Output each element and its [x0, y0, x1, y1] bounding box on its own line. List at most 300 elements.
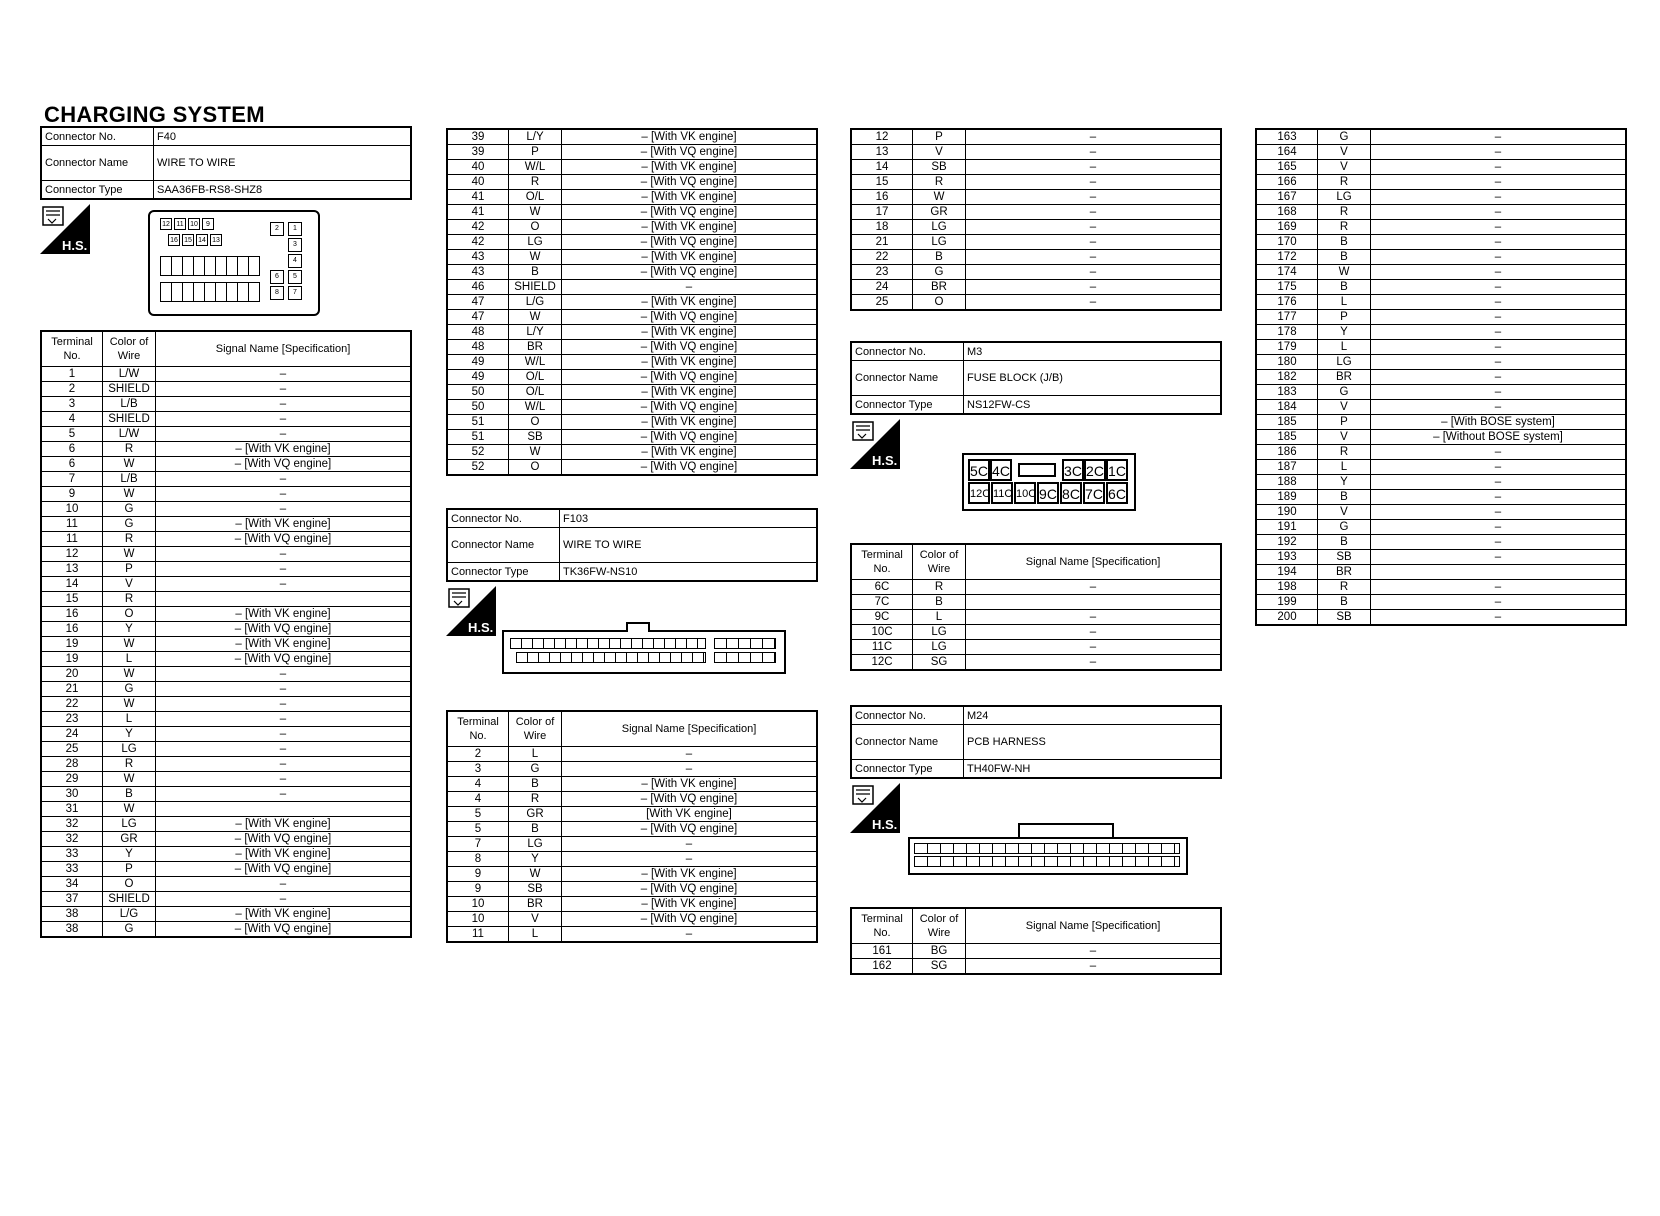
- wire-color-cell: R: [1318, 445, 1371, 460]
- signal-name-cell: –: [1371, 220, 1627, 235]
- table-row: [447, 295, 817, 310]
- signal-name-cell: – [With VQ engine]: [562, 265, 818, 280]
- table-row: [447, 867, 817, 882]
- wire-color-cell: O: [103, 877, 156, 892]
- signal-name-cell: –: [1371, 310, 1627, 325]
- terminal-no-cell: 11: [41, 532, 103, 547]
- terminal-no-cell: 25: [851, 295, 913, 311]
- signal-name-cell: – [With VK engine]: [156, 817, 412, 832]
- terminal-no-cell: 52: [447, 445, 509, 460]
- table-row: [1256, 595, 1626, 610]
- terminal-no-cell: 39: [447, 145, 509, 160]
- table-row: [447, 145, 817, 160]
- signal-name-cell: –: [156, 727, 412, 742]
- wire-color-cell: W: [509, 205, 562, 220]
- table-row: [41, 367, 411, 382]
- wire-color-cell: Y: [103, 727, 156, 742]
- wire-color-cell: LG: [913, 235, 966, 250]
- signal-name-cell: –: [1371, 265, 1627, 280]
- signal-name-cell: – [With VQ engine]: [562, 370, 818, 385]
- signal-name-cell: –: [1371, 190, 1627, 205]
- terminal-no-cell: 31: [41, 802, 103, 817]
- table-row: [447, 220, 817, 235]
- table-row: [41, 742, 411, 757]
- terminal-no-cell: 37: [41, 892, 103, 907]
- terminal-no-cell: 47: [447, 295, 509, 310]
- signal-name-cell: –: [1371, 505, 1627, 520]
- wire-color-cell: R: [103, 442, 156, 457]
- table-row: [447, 762, 817, 777]
- table-row: [41, 757, 411, 772]
- table-row: [41, 442, 411, 457]
- terminal-table-f103: [446, 710, 818, 943]
- table-row: [41, 547, 411, 562]
- table-row: [447, 205, 817, 220]
- column-4: [1255, 128, 1627, 626]
- terminal-no-cell: 29: [41, 772, 103, 787]
- header-terminal: Terminal No.: [41, 331, 103, 367]
- terminal-no-cell: 50: [447, 400, 509, 415]
- wire-color-cell: LG: [1318, 355, 1371, 370]
- harness-side-icon: [850, 783, 900, 833]
- signal-name-cell: – [With VQ engine]: [156, 652, 412, 667]
- terminal-no-cell: 50: [447, 385, 509, 400]
- wire-color-cell: LG: [509, 235, 562, 250]
- signal-name-cell: –: [966, 235, 1222, 250]
- table-row: [851, 145, 1221, 160]
- table-row: [447, 310, 817, 325]
- table-row: [447, 280, 817, 295]
- table-row: [851, 235, 1221, 250]
- table-row: [41, 562, 411, 577]
- table-row: [851, 655, 1221, 671]
- table-row: [1256, 400, 1626, 415]
- table-row: [447, 807, 817, 822]
- signal-name-cell: – [With VK engine]: [562, 445, 818, 460]
- table-row: [1256, 325, 1626, 340]
- connector-type-label: Connector Type: [851, 760, 964, 779]
- table-row: [447, 325, 817, 340]
- wire-color-cell: BR: [1318, 370, 1371, 385]
- svg-text:H.S.: H.S.: [872, 817, 898, 832]
- connector-type-label: Connector Type: [447, 563, 560, 582]
- terminal-no-cell: 10: [41, 502, 103, 517]
- wire-color-cell: W: [103, 547, 156, 562]
- header-signal: Signal Name [Specification]: [966, 908, 1222, 944]
- wire-color-cell: Y: [103, 622, 156, 637]
- wire-color-cell: LG: [103, 817, 156, 832]
- table-row: [447, 822, 817, 837]
- terminal-no-cell: 49: [447, 355, 509, 370]
- wire-color-cell: G: [1318, 520, 1371, 535]
- signal-name-cell: – [With VQ engine]: [562, 912, 818, 927]
- connector-name-label: Connector Name: [447, 528, 560, 563]
- terminal-no-cell: 24: [41, 727, 103, 742]
- table-row: [851, 595, 1221, 610]
- table-row: [41, 832, 411, 847]
- column-2: [446, 128, 818, 943]
- terminal-no-cell: 39: [447, 129, 509, 145]
- wire-color-cell: B: [1318, 235, 1371, 250]
- terminal-no-cell: 16: [851, 190, 913, 205]
- signal-name-cell: –: [966, 160, 1222, 175]
- terminal-table-f40: [40, 330, 412, 938]
- terminal-no-cell: 1: [41, 367, 103, 382]
- signal-name-cell: – [With VK engine]: [562, 295, 818, 310]
- terminal-no-cell: 166: [1256, 175, 1318, 190]
- harness-side-icon: [850, 419, 900, 469]
- signal-name-cell: –: [1371, 145, 1627, 160]
- svg-text:H.S.: H.S.: [62, 238, 88, 253]
- wire-color-cell: V: [1318, 145, 1371, 160]
- wire-color-cell: O: [509, 460, 562, 476]
- table-row: [41, 577, 411, 592]
- table-row: [447, 250, 817, 265]
- terminal-no-cell: 16: [41, 607, 103, 622]
- header-terminal: Terminal No.: [851, 544, 913, 580]
- table-row: [41, 877, 411, 892]
- signal-name-cell: –: [966, 944, 1222, 959]
- table-row: [447, 190, 817, 205]
- wire-color-cell: R: [1318, 220, 1371, 235]
- signal-name-cell: – [With VK engine]: [156, 847, 412, 862]
- connector-no-value: F103: [560, 509, 818, 528]
- table-row: [1256, 460, 1626, 475]
- wire-color-cell: G: [913, 265, 966, 280]
- terminal-no-cell: 200: [1256, 610, 1318, 626]
- terminal-no-cell: 180: [1256, 355, 1318, 370]
- wire-color-cell: L/Y: [509, 129, 562, 145]
- table-row: [851, 625, 1221, 640]
- signal-name-cell: –: [966, 295, 1222, 311]
- terminal-no-cell: 198: [1256, 580, 1318, 595]
- signal-name-cell: –: [1371, 520, 1627, 535]
- terminal-no-cell: 191: [1256, 520, 1318, 535]
- terminal-no-cell: 4: [447, 792, 509, 807]
- table-row: [447, 897, 817, 912]
- signal-name-cell: –: [156, 472, 412, 487]
- signal-name-cell: –: [1371, 550, 1627, 565]
- signal-name-cell: – [With VQ engine]: [562, 460, 818, 476]
- table-row: [1256, 250, 1626, 265]
- signal-name-cell: –: [1371, 250, 1627, 265]
- terminal-no-cell: 30: [41, 787, 103, 802]
- table-row: [41, 772, 411, 787]
- table-row: [1256, 610, 1626, 626]
- wire-color-cell: O: [913, 295, 966, 311]
- terminal-no-cell: 33: [41, 847, 103, 862]
- signal-name-cell: – [With VK engine]: [156, 517, 412, 532]
- table-row: [41, 487, 411, 502]
- signal-name-cell: – [With VQ engine]: [156, 622, 412, 637]
- signal-name-cell: –: [1371, 580, 1627, 595]
- terminal-no-cell: 22: [41, 697, 103, 712]
- wire-color-cell: V: [913, 145, 966, 160]
- terminal-no-cell: 23: [41, 712, 103, 727]
- table-row: [41, 712, 411, 727]
- wire-color-cell: L/G: [103, 907, 156, 922]
- terminal-no-cell: 2: [447, 747, 509, 762]
- terminal-no-cell: 193: [1256, 550, 1318, 565]
- table-row: [851, 250, 1221, 265]
- wire-color-cell: GR: [509, 807, 562, 822]
- wire-color-cell: W/L: [509, 160, 562, 175]
- signal-name-cell: –: [156, 772, 412, 787]
- wire-color-cell: P: [103, 562, 156, 577]
- wire-color-cell: LG: [509, 837, 562, 852]
- terminal-no-cell: 177: [1256, 310, 1318, 325]
- terminal-no-cell: 42: [447, 220, 509, 235]
- wire-color-cell: R: [509, 792, 562, 807]
- terminal-no-cell: 18: [851, 220, 913, 235]
- header-color: Color of Wire: [509, 711, 562, 747]
- wire-color-cell: P: [509, 145, 562, 160]
- table-row: [41, 787, 411, 802]
- terminal-no-cell: 199: [1256, 595, 1318, 610]
- signal-name-cell: –: [1371, 385, 1627, 400]
- terminal-no-cell: 8: [447, 852, 509, 867]
- header-signal: Signal Name [Specification]: [562, 711, 818, 747]
- terminal-no-cell: 14: [41, 577, 103, 592]
- terminal-no-cell: 5: [447, 822, 509, 837]
- terminal-no-cell: 186: [1256, 445, 1318, 460]
- signal-name-cell: – [With VQ engine]: [562, 400, 818, 415]
- terminal-no-cell: 170: [1256, 235, 1318, 250]
- terminal-no-cell: 5: [41, 427, 103, 442]
- wire-color-cell: G: [1318, 385, 1371, 400]
- signal-name-cell: –: [966, 145, 1222, 160]
- signal-name-cell: –: [1371, 370, 1627, 385]
- table-row: [1256, 129, 1626, 145]
- wire-color-cell: Y: [509, 852, 562, 867]
- connector-info-f103: [446, 508, 818, 582]
- wire-color-cell: G: [103, 517, 156, 532]
- table-row: [1256, 295, 1626, 310]
- signal-name-cell: –: [1371, 160, 1627, 175]
- terminal-no-cell: 21: [41, 682, 103, 697]
- signal-name-cell: –: [562, 747, 818, 762]
- table-row: [1256, 490, 1626, 505]
- table-row: [1256, 235, 1626, 250]
- terminal-no-cell: 165: [1256, 160, 1318, 175]
- wire-color-cell: B: [103, 787, 156, 802]
- signal-name-cell: – [With VK engine]: [156, 442, 412, 457]
- terminal-no-cell: 48: [447, 325, 509, 340]
- wire-color-cell: B: [509, 265, 562, 280]
- connector-name-value: PCB HARNESS: [964, 725, 1222, 760]
- table-row: [1256, 145, 1626, 160]
- signal-name-cell: – [With VK engine]: [156, 907, 412, 922]
- signal-name-cell: –: [156, 697, 412, 712]
- connector-no-label: Connector No.: [851, 342, 964, 361]
- table-row: [41, 682, 411, 697]
- connector-type-label: Connector Type: [41, 181, 154, 200]
- connector-name-value: WIRE TO WIRE: [560, 528, 818, 563]
- terminal-no-cell: 11: [447, 927, 509, 943]
- signal-name-cell: –: [1371, 129, 1627, 145]
- table-row: [41, 907, 411, 922]
- signal-name-cell: –: [156, 562, 412, 577]
- wire-color-cell: SHIELD: [103, 892, 156, 907]
- wire-color-cell: B: [509, 777, 562, 792]
- signal-name-cell: –: [156, 502, 412, 517]
- column-3: [850, 128, 1222, 975]
- wire-color-cell: V: [1318, 400, 1371, 415]
- terminal-no-cell: 4: [41, 412, 103, 427]
- signal-name-cell: – [With VK engine]: [562, 250, 818, 265]
- signal-name-cell: –: [966, 640, 1222, 655]
- wire-color-cell: SHIELD: [103, 412, 156, 427]
- wire-color-cell: BR: [509, 897, 562, 912]
- signal-name-cell: –: [966, 129, 1222, 145]
- wire-color-cell: L: [509, 747, 562, 762]
- table-row: [1256, 190, 1626, 205]
- signal-name-cell: – [With VQ engine]: [156, 832, 412, 847]
- signal-name-cell: –: [562, 837, 818, 852]
- table-row: [851, 160, 1221, 175]
- wire-color-cell: W: [509, 250, 562, 265]
- signal-name-cell: –: [1371, 490, 1627, 505]
- wire-color-cell: L/Y: [509, 325, 562, 340]
- signal-name-cell: – [With VK engine]: [562, 325, 818, 340]
- terminal-no-cell: 41: [447, 205, 509, 220]
- signal-name-cell: –: [966, 580, 1222, 595]
- wire-color-cell: BR: [509, 340, 562, 355]
- terminal-no-cell: 11: [41, 517, 103, 532]
- table-row: [447, 837, 817, 852]
- signal-name-cell: –: [1371, 340, 1627, 355]
- table-row: [447, 385, 817, 400]
- connector-no-label: Connector No.: [851, 706, 964, 725]
- signal-name-cell: –: [966, 205, 1222, 220]
- signal-name-cell: –: [1371, 325, 1627, 340]
- connector-no-value: M3: [964, 342, 1222, 361]
- signal-name-cell: – [With VK engine]: [562, 129, 818, 145]
- table-row: [41, 622, 411, 637]
- signal-name-cell: [156, 802, 412, 817]
- wire-color-cell: B: [913, 250, 966, 265]
- wire-color-cell: W: [1318, 265, 1371, 280]
- wire-color-cell: G: [103, 922, 156, 938]
- terminal-no-cell: 168: [1256, 205, 1318, 220]
- wire-color-cell: B: [913, 595, 966, 610]
- signal-name-cell: –: [966, 625, 1222, 640]
- wire-color-cell: BR: [913, 280, 966, 295]
- table-row: [851, 280, 1221, 295]
- wire-color-cell: W: [103, 697, 156, 712]
- signal-name-cell: – [With VK engine]: [562, 220, 818, 235]
- signal-name-cell: –: [1371, 235, 1627, 250]
- terminal-table-f40-continued: [446, 128, 818, 476]
- signal-name-cell: – [With VQ engine]: [562, 235, 818, 250]
- terminal-no-cell: 7: [41, 472, 103, 487]
- header-color: Color of Wire: [103, 331, 156, 367]
- signal-name-cell: –: [1371, 535, 1627, 550]
- connector-type-value: TH40FW-NH: [964, 760, 1222, 779]
- signal-name-cell: –: [966, 175, 1222, 190]
- terminal-no-cell: 172: [1256, 250, 1318, 265]
- table-row: [41, 472, 411, 487]
- terminal-no-cell: 12C: [851, 655, 913, 671]
- wire-color-cell: SB: [1318, 550, 1371, 565]
- table-row: [447, 340, 817, 355]
- wire-color-cell: L/W: [103, 367, 156, 382]
- wire-color-cell: R: [103, 532, 156, 547]
- wire-color-cell: G: [103, 502, 156, 517]
- signal-name-cell: – [With VK engine]: [562, 415, 818, 430]
- signal-name-cell: –: [966, 220, 1222, 235]
- terminal-no-cell: 183: [1256, 385, 1318, 400]
- harness-side-icon: [446, 586, 496, 636]
- table-row: [41, 517, 411, 532]
- table-row: [851, 295, 1221, 311]
- table-row: [1256, 175, 1626, 190]
- signal-name-cell: –: [562, 280, 818, 295]
- signal-name-cell: –: [1371, 460, 1627, 475]
- wire-color-cell: L/B: [103, 472, 156, 487]
- table-row: [1256, 265, 1626, 280]
- terminal-no-cell: 185: [1256, 430, 1318, 445]
- wire-color-cell: R: [1318, 580, 1371, 595]
- wire-color-cell: W: [509, 310, 562, 325]
- table-row: [447, 912, 817, 927]
- wire-color-cell: O: [103, 607, 156, 622]
- connector-name-value: WIRE TO WIRE: [154, 146, 412, 181]
- wire-color-cell: GR: [103, 832, 156, 847]
- wire-color-cell: W: [103, 487, 156, 502]
- connector-face-m3: 5C 4C 3C 2C 1C 12C 11C 10C 9C 8C 7C 6C: [962, 453, 1136, 511]
- table-row: [1256, 205, 1626, 220]
- wire-color-cell: W: [509, 445, 562, 460]
- wire-color-cell: SG: [913, 959, 966, 975]
- wire-color-cell: L: [103, 712, 156, 727]
- signal-name-cell: –: [966, 610, 1222, 625]
- terminal-no-cell: 23: [851, 265, 913, 280]
- table-row: [1256, 565, 1626, 580]
- table-row: [41, 862, 411, 877]
- terminal-no-cell: 6C: [851, 580, 913, 595]
- terminal-no-cell: 19: [41, 637, 103, 652]
- wire-color-cell: LG: [913, 640, 966, 655]
- wire-color-cell: SG: [913, 655, 966, 671]
- wire-color-cell: R: [913, 175, 966, 190]
- table-row: [1256, 220, 1626, 235]
- table-row: [447, 747, 817, 762]
- table-row: [447, 777, 817, 792]
- table-row: [447, 355, 817, 370]
- wire-color-cell: L: [509, 927, 562, 943]
- terminal-no-cell: 13: [851, 145, 913, 160]
- connector-name-label: Connector Name: [851, 725, 964, 760]
- terminal-no-cell: 7: [447, 837, 509, 852]
- wire-color-cell: B: [1318, 280, 1371, 295]
- terminal-no-cell: 33: [41, 862, 103, 877]
- table-row: [1256, 520, 1626, 535]
- table-row: [1256, 535, 1626, 550]
- wire-color-cell: L/W: [103, 427, 156, 442]
- signal-name-cell: – [With VQ engine]: [562, 822, 818, 837]
- connector-name-label: Connector Name: [41, 146, 154, 181]
- table-row: [1256, 415, 1626, 430]
- signal-name-cell: –: [562, 852, 818, 867]
- terminal-no-cell: 32: [41, 817, 103, 832]
- terminal-no-cell: 174: [1256, 265, 1318, 280]
- terminal-no-cell: 11C: [851, 640, 913, 655]
- terminal-no-cell: 9: [447, 882, 509, 897]
- signal-name-cell: – [With VK engine]: [562, 160, 818, 175]
- table-row: [41, 382, 411, 397]
- table-row: [447, 415, 817, 430]
